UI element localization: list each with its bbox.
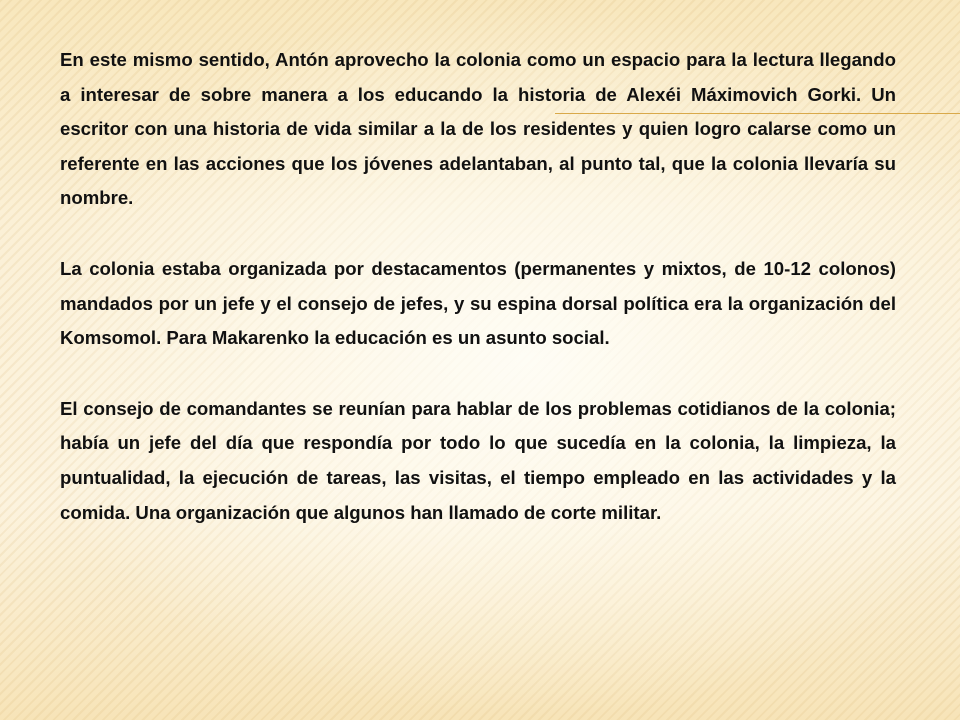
slide-body (60, 43, 896, 566)
paragraph-organization: La colonia estaba organizada por destacamentos (permanentes y mixtos, de 10-12 colonos) mandados por un jefe y el consejo de jefes, y su espina dorsal política era la organización del Komsomol. Para Makarenko la educación es un asunto social. (60, 257, 896, 349)
paragraph-council: El consejo de comandantes se reunían para hablar de los problemas cotidianos de la colonia; había un jefe del día que respondía por todo lo que sucedía en la colonia, la limpieza, la puntualidad, la ejecución de tareas, las visitas, el tiempo empleado en las actividades y la comida. Una organización que algunos han llamado de corte militar. (60, 397, 896, 523)
paragraph-gorki: En este mismo sentido, Antón aprovecho la colonia como un espacio para la lectura llegando a interesar de sobre manera a los educando la historia de Alexéi Máximovich Gorki. Un escritor con una historia de vida similar a la de los residentes y quien logro calarse como un referente en las acciones que los jóvenes adelantaban, al punto tal, que la colonia llevaría su nombre. (60, 49, 896, 209)
